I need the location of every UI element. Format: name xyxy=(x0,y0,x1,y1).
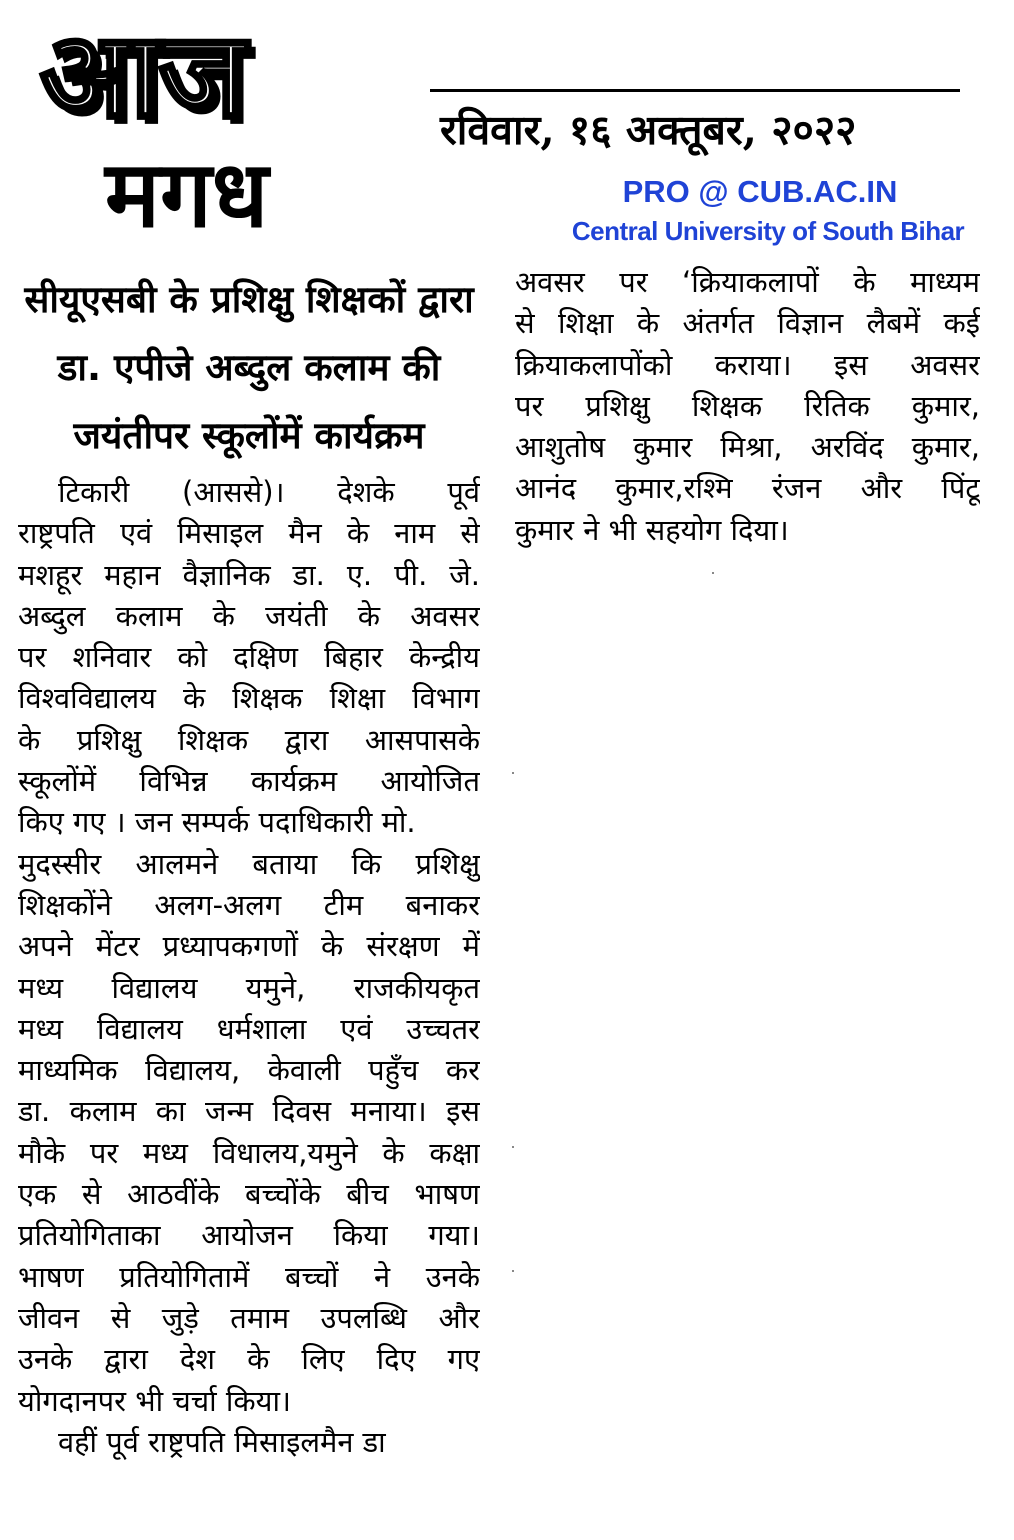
article-body-right-column xyxy=(515,262,980,551)
body-line: डा. कलाम का जन्म दिवस मनाया। इस xyxy=(18,1094,480,1129)
scan-speck xyxy=(512,1270,514,1272)
body-line: से शिक्षा के अंतर्गत विज्ञान लैबमें कई xyxy=(515,306,980,341)
body-line: प्रतियोगिताका आयोजन किया गया। xyxy=(18,1218,480,1253)
headline-line: जयंतीपर स्कूलोंमें कार्यक्रम xyxy=(73,414,425,457)
body-line: कुमार ने भी सहयोग दिया। xyxy=(515,512,789,547)
body-line: मध्य विद्यालय यमुने, राजकीयकृत xyxy=(18,970,480,1005)
body-line: शिक्षकोंने अलग-अलग टीम बनाकर xyxy=(18,887,480,922)
body-line: अवसर पर ‘क्रियाकलापों के माध्यम xyxy=(515,265,980,299)
body-line: अब्दुल कलाम के जयंती के अवसर xyxy=(18,598,480,633)
scan-speck xyxy=(512,1146,514,1148)
body-line: क्रियाकलापोंको कराया। इस अवसर xyxy=(515,347,980,382)
body-line: मशहूर महान वैज्ञानिक डा. ए. पी. जे. xyxy=(18,557,480,592)
body-line: जीवन से जुड़े तमाम उपलब्धि और xyxy=(18,1300,480,1335)
body-line: पर शनिवार को दक्षिण बिहार केन्द्रीय xyxy=(18,640,480,675)
body-line: एक से आठवींके बच्चोंके बीच भाषण xyxy=(18,1177,480,1212)
body-line: माध्यमिक विद्यालय, केवाली पहुँच कर xyxy=(18,1053,480,1088)
body-line: मौके पर मध्य विधालय,यमुने के कक्षा xyxy=(18,1135,480,1170)
publication-date: रविवार, १६ अक्तूबर, २०२२ xyxy=(440,106,857,154)
scan-speck xyxy=(712,572,714,574)
body-line: भाषण प्रतियोगितामें बच्चों ने उनके xyxy=(18,1259,480,1294)
body-line: वहीं पूर्व राष्ट्रपति मिसाइलमैन डा xyxy=(58,1424,386,1459)
body-line: के प्रशिक्षु शिक्षक द्वारा आसपासके xyxy=(18,722,480,757)
body-line: पर प्रशिक्षु शिक्षक रितिक कुमार, xyxy=(515,388,980,423)
masthead-subtitle: मगध xyxy=(105,141,269,248)
headline-line: डा. एपीजे अब्दुल कलाम की xyxy=(57,346,441,389)
scan-speck xyxy=(512,772,514,774)
article-headline xyxy=(14,266,484,470)
masthead-title: आज xyxy=(40,6,245,144)
body-line: उनके द्वारा देश के लिए दिए गए xyxy=(18,1342,480,1377)
body-line: स्कूलोंमें विभिन्न कार्यक्रम आयोजित xyxy=(18,764,480,799)
body-line: योगदानपर भी चर्चा किया। xyxy=(18,1383,291,1418)
body-line: आनंद कुमार,रश्मि रंजन और पिंटू xyxy=(515,471,980,506)
body-line: किए गए । जन सम्पर्क पदाधिकारी मो. xyxy=(18,805,416,840)
university-credit: Central University of South Bihar xyxy=(571,216,965,246)
body-line: टिकारी (आससे)। देशके पूर्व xyxy=(58,475,480,509)
body-line: आशुतोष कुमार मिश्रा, अरविंद कुमार, xyxy=(515,430,980,465)
headline-line: सीयूएसबी के प्रशिक्षु शिक्षकों द्वारा xyxy=(24,278,474,321)
pro-credit: PRO @ CUB.AC.IN xyxy=(622,174,898,209)
masthead-rule xyxy=(430,89,960,92)
body-line: अपने मेंटर प्रध्यापकगणों के संरक्षण में xyxy=(18,929,480,964)
body-line: राष्ट्रपति एवं मिसाइल मैन के नाम से xyxy=(18,516,480,551)
body-line: मुदस्सीर आलमने बताया कि प्रशिक्षु xyxy=(18,846,480,881)
body-line: मध्य विद्यालय धर्मशाला एवं उच्चतर xyxy=(18,1011,480,1046)
article-body-left-column xyxy=(18,472,480,1463)
body-line: विश्वविद्यालय के शिक्षक शिक्षा विभाग xyxy=(18,681,480,716)
